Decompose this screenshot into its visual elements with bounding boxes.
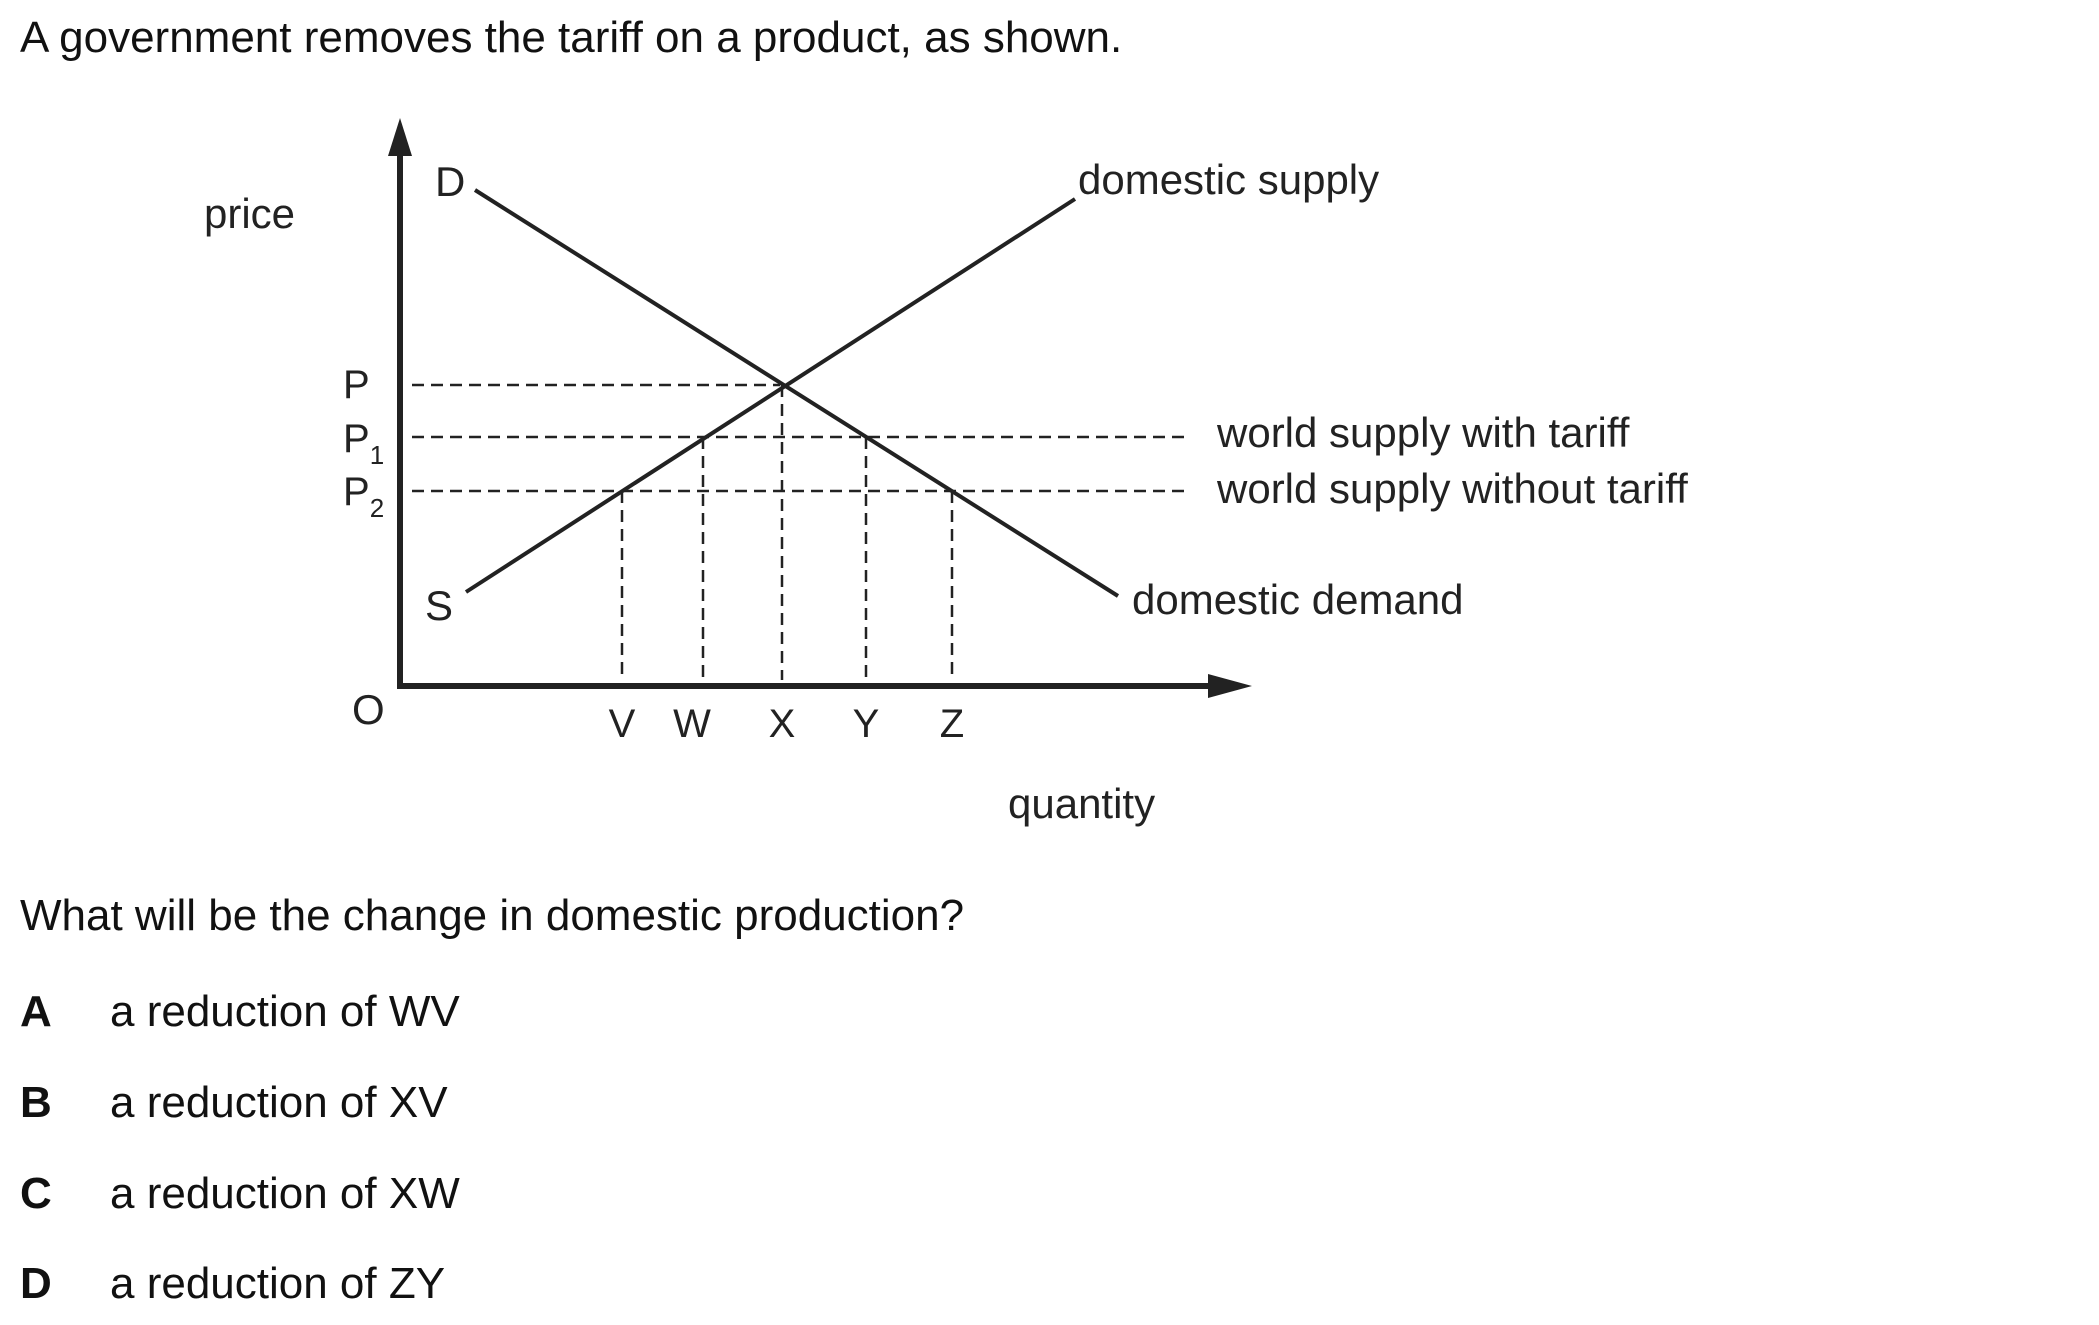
option-text: a reduction of XW bbox=[110, 1169, 460, 1218]
supply-start-label: S bbox=[425, 582, 454, 629]
option-a[interactable] bbox=[20, 984, 460, 1040]
y-axis-arrowhead bbox=[388, 118, 412, 156]
option-text: a reduction of XV bbox=[110, 1078, 448, 1127]
quantity-label-x: X bbox=[768, 702, 796, 746]
question-prompt: What will be the change in domestic production? bbox=[20, 891, 965, 940]
option-b[interactable] bbox=[20, 1075, 448, 1131]
domestic-supply-curve bbox=[466, 199, 1075, 592]
world-supply-with-tariff-label: world supply with tariff bbox=[1217, 409, 1630, 456]
option-letter: D bbox=[20, 1259, 52, 1308]
world-supply-without-tariff-label: world supply without tariff bbox=[1217, 465, 1688, 512]
option-letter: C bbox=[20, 1169, 52, 1218]
origin-label: O bbox=[352, 686, 385, 733]
quantity-label-v: V bbox=[608, 702, 636, 746]
quantity-label-w: W bbox=[673, 702, 711, 746]
option-text: a reduction of WV bbox=[110, 987, 460, 1036]
x-axis-arrowhead bbox=[1208, 674, 1252, 698]
quantity-label-z: Z bbox=[939, 702, 965, 746]
price-label-p2: $P_2$ bbox=[343, 470, 385, 523]
option-letter: B bbox=[20, 1078, 52, 1127]
domestic-demand-curve bbox=[475, 190, 1118, 596]
option-c[interactable] bbox=[20, 1166, 460, 1222]
option-letter: A bbox=[20, 987, 52, 1036]
quantity-label-y: Y bbox=[852, 702, 880, 746]
demand-curve-label: domestic demand bbox=[1132, 576, 1464, 623]
option-d[interactable] bbox=[20, 1256, 445, 1312]
supply-curve-label: domestic supply bbox=[1078, 156, 1380, 203]
option-text: a reduction of ZY bbox=[110, 1259, 446, 1308]
question-intro: A government removes the tariff on a product, as shown. bbox=[20, 13, 1123, 62]
price-label-p: P bbox=[343, 363, 370, 407]
price-label-p1: $P_1$ bbox=[343, 417, 385, 470]
x-axis-label: quantity bbox=[1008, 780, 1156, 827]
demand-start-label: D bbox=[435, 158, 466, 205]
y-axis-label: price bbox=[204, 190, 296, 237]
